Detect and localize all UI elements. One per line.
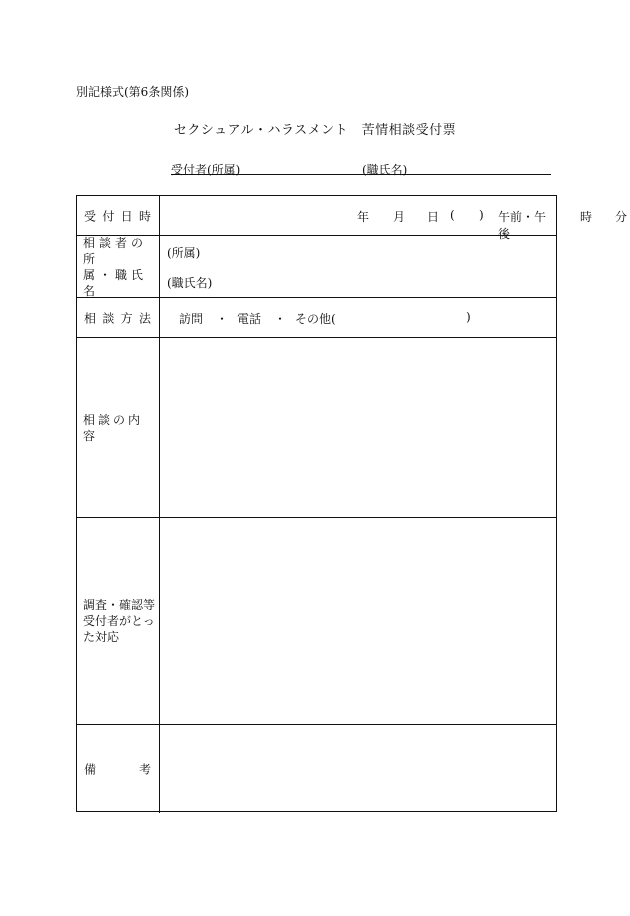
year-label: 年: [357, 209, 370, 224]
content-label-wrap: [83, 412, 155, 444]
weekday-open-paren: (: [450, 207, 455, 222]
method-label: [84, 309, 151, 326]
action-label: [83, 597, 155, 645]
date-row: [77, 196, 628, 241]
form-reference-note: 別記様式(第6条関係): [76, 85, 189, 99]
remarks-label-left: 備: [84, 762, 97, 777]
content-row: [77, 338, 556, 518]
remarks-row: [77, 725, 556, 813]
receiver-line[interactable]: [171, 161, 551, 175]
date-label-char: 時: [138, 209, 151, 223]
method-option-visit[interactable]: 訪問: [179, 311, 204, 326]
method-label-char: 相: [84, 311, 97, 325]
remarks-label: [84, 761, 151, 778]
date-label-char: 付: [102, 209, 115, 223]
method-label-char: 方: [120, 311, 133, 325]
method-separator: ・: [274, 311, 287, 326]
remarks-label-right: 考: [138, 762, 151, 777]
weekday-close-paren: ): [479, 207, 484, 222]
content-field[interactable]: [160, 338, 556, 517]
date-entry: [160, 207, 628, 241]
method-row: [77, 298, 556, 338]
hour-label: 時: [580, 209, 593, 224]
receiver-dept-label: 受付者(所属): [171, 163, 241, 177]
date-label: [84, 207, 151, 224]
minute-label: 分: [615, 209, 628, 224]
date-label-char: 受: [84, 209, 97, 223]
action-label-line3: た対応: [83, 630, 120, 644]
receiver-position-label: (職氏名): [362, 163, 408, 177]
method-option-other[interactable]: その他(: [295, 311, 336, 326]
content-row-header: [77, 338, 160, 517]
consulter-dept-label: (所属): [167, 246, 201, 260]
method-label-char: 法: [138, 311, 151, 325]
method-field: [160, 298, 556, 337]
remarks-field[interactable]: [160, 725, 556, 813]
method-row-header: [77, 298, 160, 337]
method-label-char: 談: [102, 311, 115, 325]
page-title: セクシュアル・ハラスメント 苦情相談受付票: [173, 123, 457, 138]
date-label-char: 日: [120, 209, 133, 223]
consulter-label-line2: 属・職氏名: [83, 267, 148, 298]
action-field[interactable]: [160, 518, 556, 724]
action-row: [77, 518, 556, 725]
month-label: 月: [393, 209, 406, 224]
action-label-line2: 受付者がとっ: [83, 614, 155, 628]
method-other-close-paren: ): [466, 309, 471, 324]
date-field[interactable]: [160, 196, 628, 241]
action-row-header: [77, 518, 160, 724]
date-row-header: [77, 196, 160, 235]
day-label: 日: [427, 209, 440, 224]
consultation-form-table: [76, 195, 628, 812]
method-separator: ・: [216, 311, 229, 326]
consulter-label-line1: 相談者の所: [83, 235, 148, 266]
consulter-row-header: [77, 236, 160, 297]
remarks-row-header: [77, 725, 160, 813]
action-label-line1: 調査・確認等: [83, 598, 156, 612]
am-pm-label: 午前・午後: [498, 209, 547, 241]
consulter-label: [83, 235, 155, 299]
content-label: 相談の内容: [83, 412, 144, 443]
method-option-phone[interactable]: 電話: [237, 311, 262, 326]
consulter-position-label: (職氏名): [167, 276, 213, 290]
consulter-field[interactable]: [160, 236, 556, 297]
consulter-row: [77, 236, 556, 298]
